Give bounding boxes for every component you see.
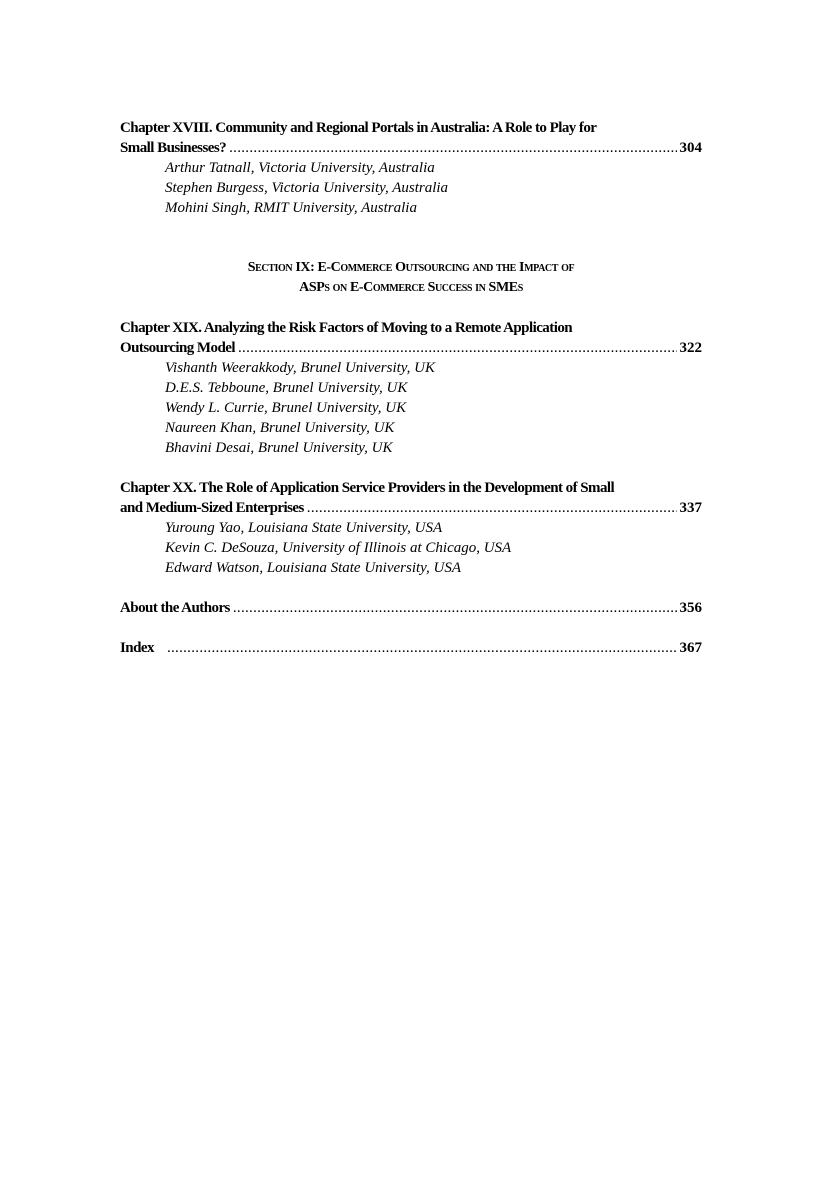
toc-entry-index bbox=[120, 638, 702, 658]
author-line: Naureen Khan, Brunel University, UK bbox=[165, 420, 395, 436]
chapter-title-line-1: Chapter XIX. Analyzing the Risk Factors of Moving to a Remote Application bbox=[120, 320, 573, 336]
chapter-title-line-2-text: Outsourcing Model bbox=[120, 340, 235, 356]
chapter-title-line-1: Chapter XVIII. Community and Regional Portals in Australia: A Role to Play for bbox=[120, 120, 597, 136]
chapter-title-line-1: Chapter XX. The Role of Application Service Providers in the Development of Small bbox=[120, 480, 615, 496]
page-number: 304 bbox=[679, 140, 702, 156]
author-line: Kevin C. DeSouza, University of Illinois at Chicago, USA bbox=[165, 540, 512, 556]
section-heading-line-1: Section IX: E-Commerce Outsourcing and the Impact of bbox=[247, 260, 575, 275]
author-line: Edward Watson, Louisiana State University, USA bbox=[165, 560, 461, 576]
page-number: 322 bbox=[679, 340, 702, 356]
page-number: 337 bbox=[679, 500, 702, 516]
dot-leader bbox=[167, 638, 677, 658]
section-heading bbox=[120, 258, 702, 298]
chapter-title-line-2 bbox=[120, 138, 702, 158]
about-authors-label: About the Authors bbox=[120, 600, 230, 616]
table-of-contents bbox=[120, 118, 702, 678]
author-line: Bhavini Desai, Brunel University, UK bbox=[165, 440, 393, 456]
index-label: Index bbox=[120, 640, 154, 656]
author-line: Stephen Burgess, Victoria University, Australia bbox=[165, 180, 449, 196]
author-line: D.E.S. Tebboune, Brunel University, UK bbox=[165, 380, 408, 396]
toc-entry-chapter-20 bbox=[120, 478, 702, 578]
author-line: Vishanth Weerakkody, Brunel University, UK bbox=[165, 360, 435, 376]
page-number: 356 bbox=[679, 600, 702, 616]
chapter-title-line-2 bbox=[120, 498, 702, 518]
toc-entry-chapter-19 bbox=[120, 318, 702, 458]
about-authors-line bbox=[120, 598, 702, 618]
author-line: Wendy L. Currie, Brunel University, UK bbox=[165, 400, 407, 416]
section-heading-line-2: ASPs on E-Commerce Success in SMEs bbox=[299, 280, 523, 295]
chapter-title-line-2-text: Small Businesses? bbox=[120, 140, 227, 156]
chapter-title-line-2-text: and Medium-Sized Enterprises bbox=[120, 500, 304, 516]
index-line bbox=[120, 638, 702, 658]
page-number: 367 bbox=[679, 640, 702, 656]
dot-leader bbox=[307, 498, 677, 518]
dot-leader bbox=[229, 138, 676, 158]
dot-leader bbox=[238, 338, 677, 358]
chapter-title-line-2 bbox=[120, 338, 702, 358]
author-line: Yuroung Yao, Louisiana State University, USA bbox=[165, 520, 443, 536]
toc-entry-chapter-18 bbox=[120, 118, 702, 218]
dot-leader bbox=[233, 598, 677, 618]
toc-entry-about-authors bbox=[120, 598, 702, 618]
author-line: Arthur Tatnall, Victoria University, Australia bbox=[165, 160, 435, 176]
author-line: Mohini Singh, RMIT University, Australia bbox=[165, 200, 417, 216]
